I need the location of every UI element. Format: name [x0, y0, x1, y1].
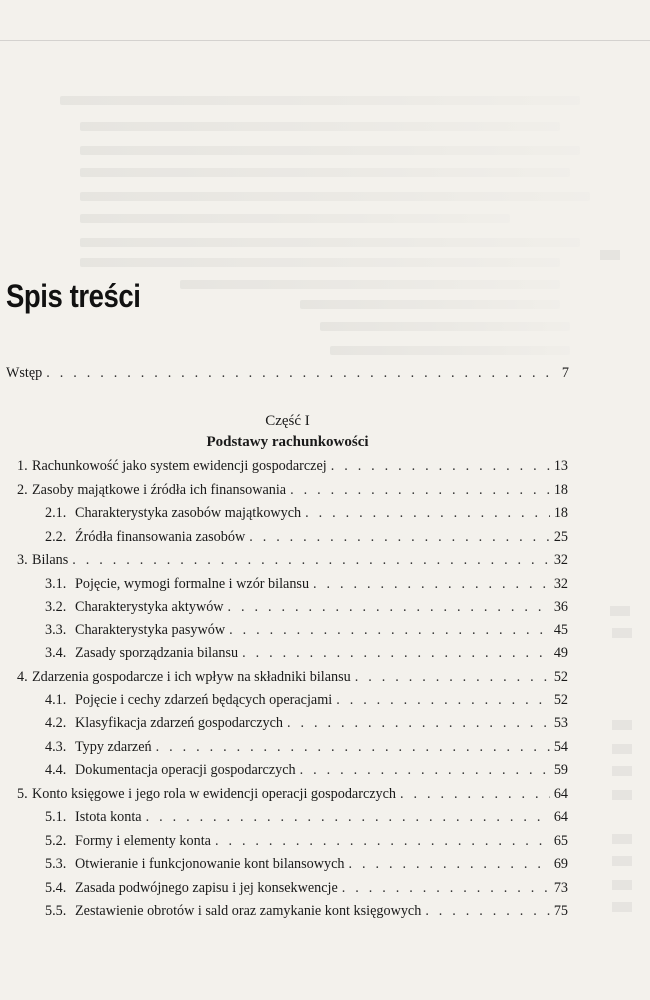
toc-entry-page: 73 [553, 880, 568, 896]
toc-subchapter-entry[interactable] [45, 691, 568, 709]
toc-entry-text: Pojęcie, wymogi formalne i wzór bilansu [75, 576, 310, 592]
toc-entry-number: 4.2. [45, 715, 67, 731]
toc-entry-page: 49 [553, 645, 568, 661]
toc-entry-label [45, 644, 238, 662]
toc-entry-page: 65 [553, 833, 568, 849]
part-title: Podstawy rachunkowości [206, 434, 369, 450]
leader-dots [300, 761, 550, 779]
leader-dots [215, 832, 550, 850]
toc-entry-page: 32 [553, 552, 568, 568]
toc-entry-text: Bilans [32, 552, 69, 568]
toc-subchapter-entry[interactable] [45, 879, 568, 897]
toc-entry-label [45, 902, 421, 920]
toc-entry-text: Istota konta [75, 809, 142, 825]
leader-dots [349, 855, 550, 873]
toc-entry-text: Konto księgowe i jego rola w ewidencji operacji gospodarczych [32, 786, 397, 802]
toc-subchapter-entry[interactable] [45, 855, 568, 873]
toc-entry-number: 5. [17, 786, 28, 802]
toc-entry-number: 3.1. [45, 576, 67, 592]
toc-subchapter-entry[interactable] [45, 761, 568, 779]
toc-entry-text: Zasada podwójnego zapisu i jej konsekwencje [75, 880, 338, 896]
toc-entry-number: 4.4. [45, 762, 67, 778]
toc-entry-text: Charakterystyka zasobów majątkowych [75, 505, 302, 521]
leader-dots [72, 551, 550, 569]
toc-subchapter-entry[interactable] [45, 504, 568, 522]
toc-entry-text: Typy zdarzeń [75, 739, 152, 755]
toc-entry-label: Wstęp [6, 365, 43, 381]
toc-entry-page: 69 [553, 856, 568, 872]
toc-entry-page: 32 [553, 576, 568, 592]
toc-entry-label [45, 738, 152, 756]
toc-entry-number: 1. [17, 458, 28, 474]
toc-entry-page: 64 [553, 809, 568, 825]
toc-entry-text: Charakterystyka pasywów [75, 622, 226, 638]
part-number: Część I [265, 413, 310, 429]
toc-entry-number: 2. [17, 482, 28, 498]
toc-entry-label [45, 855, 345, 873]
toc-entry-number: 2.2. [45, 529, 67, 545]
leader-dots [290, 481, 550, 499]
leader-dots [331, 457, 550, 475]
toc-entry-label [17, 551, 68, 569]
toc-entry-label [45, 575, 309, 593]
toc-subchapter-entry[interactable] [45, 528, 568, 546]
toc-entry-text: Zasady sporządzania bilansu [75, 645, 239, 661]
leader-dots [146, 808, 550, 826]
toc-chapter-entry[interactable] [17, 457, 568, 475]
toc-subchapter-entry[interactable] [45, 644, 568, 662]
toc-entry-page: 45 [553, 622, 568, 638]
toc-entry-text: Pojęcie i cechy zdarzeń będących operacjami [75, 692, 333, 708]
toc-entry-number: 4.1. [45, 692, 67, 708]
toc-entry-number: 3.3. [45, 622, 67, 638]
toc-entry-label [45, 714, 283, 732]
toc-subchapter-entry[interactable] [45, 575, 568, 593]
toc-entry-text: Charakterystyka aktywów [75, 599, 224, 615]
toc-entry-text: Dokumentacja operacji gospodarczych [75, 762, 296, 778]
toc-entry-page: 59 [553, 762, 568, 778]
toc-subchapter-entry[interactable] [45, 598, 568, 616]
leader-dots [287, 714, 550, 732]
toc-entry-label [17, 481, 286, 499]
leader-dots [156, 738, 550, 756]
leader-dots [336, 691, 550, 709]
toc-entry-label [17, 785, 396, 803]
toc-entry-text: Zestawienie obrotów i sald oraz zamykanie kont księgowych [75, 903, 422, 919]
toc-entry-page: 7 [561, 365, 569, 381]
toc-subchapter-entry[interactable] [45, 902, 568, 920]
leader-dots [242, 644, 550, 662]
leader-dots [305, 504, 550, 522]
toc-entry-text: Rachunkowość jako system ewidencji gospodarczej [32, 458, 327, 474]
toc-entry-page: 25 [553, 529, 568, 545]
toc-subchapter-entry[interactable] [45, 738, 568, 756]
toc-entry-number: 5.4. [45, 880, 67, 896]
toc-entry-number: 5.1. [45, 809, 67, 825]
toc-chapter-entry[interactable] [17, 481, 568, 499]
leader-dots [229, 621, 550, 639]
toc-entry-page: 52 [553, 692, 568, 708]
leader-dots [249, 528, 550, 546]
toc-entry-label [17, 668, 351, 686]
toc-entry-label [45, 528, 245, 546]
page-title: Spis treści [6, 278, 141, 314]
toc-entry-page: 36 [553, 599, 568, 615]
toc-entry-text: Zasoby majątkowe i źródła ich finansowania [32, 482, 287, 498]
toc-chapter-entry[interactable] [17, 551, 568, 569]
toc-entry-number: 5.3. [45, 856, 67, 872]
toc-entry-intro[interactable] [6, 364, 569, 382]
toc-entry-label [45, 504, 301, 522]
leader-dots [313, 575, 550, 593]
toc-entry-label [17, 457, 327, 475]
toc-entry-label [45, 832, 211, 850]
leader-dots [46, 364, 551, 382]
toc-entry-number: 3. [17, 552, 28, 568]
toc-subchapter-entry[interactable] [45, 621, 568, 639]
toc-entry-text: Źródła finansowania zasobów [75, 529, 246, 545]
toc-entry-number: 3.4. [45, 645, 67, 661]
toc-entry-number: 4.3. [45, 739, 67, 755]
toc-subchapter-entry[interactable] [45, 832, 568, 850]
toc-entry-page: 13 [553, 458, 568, 474]
toc-entry-text: Klasyfikacja zdarzeń gospodarczych [75, 715, 283, 731]
toc-entry-label [45, 808, 142, 826]
leader-dots [400, 785, 550, 803]
toc-entry-page: 54 [553, 739, 568, 755]
toc-entry-label [45, 761, 296, 779]
toc-subchapter-entry[interactable] [45, 808, 568, 826]
toc-entry-number: 4. [17, 669, 28, 685]
leader-dots [342, 879, 550, 897]
toc-entry-page: 18 [553, 482, 568, 498]
toc-entry-page: 18 [553, 505, 568, 521]
leader-dots [355, 668, 550, 686]
toc-entry-number: 3.2. [45, 599, 67, 615]
toc-entry-label [45, 598, 224, 616]
toc-entry-text: Formy i elementy konta [75, 833, 211, 849]
toc-entry-page: 75 [553, 903, 568, 919]
toc-entry-page: 53 [553, 715, 568, 731]
toc-entry-text: Zdarzenia gospodarcze i ich wpływ na składniki bilansu [32, 669, 351, 685]
toc-entry-number: 5.2. [45, 833, 67, 849]
toc-entry-number: 2.1. [45, 505, 67, 521]
toc-chapter-entry[interactable] [17, 668, 568, 686]
toc-subchapter-entry[interactable] [45, 714, 568, 732]
toc-entry-page: 64 [553, 786, 568, 802]
toc-entry-label [45, 621, 225, 639]
toc-entry-number: 5.5. [45, 903, 67, 919]
toc-entry-label [45, 879, 338, 897]
toc-entry-page: 52 [553, 669, 568, 685]
leader-dots [228, 598, 550, 616]
toc-chapter-entry[interactable] [17, 785, 568, 803]
toc-entry-label [45, 691, 332, 709]
leader-dots [425, 902, 550, 920]
toc-entry-text: Otwieranie i funkcjonowanie kont bilansowych [75, 856, 345, 872]
